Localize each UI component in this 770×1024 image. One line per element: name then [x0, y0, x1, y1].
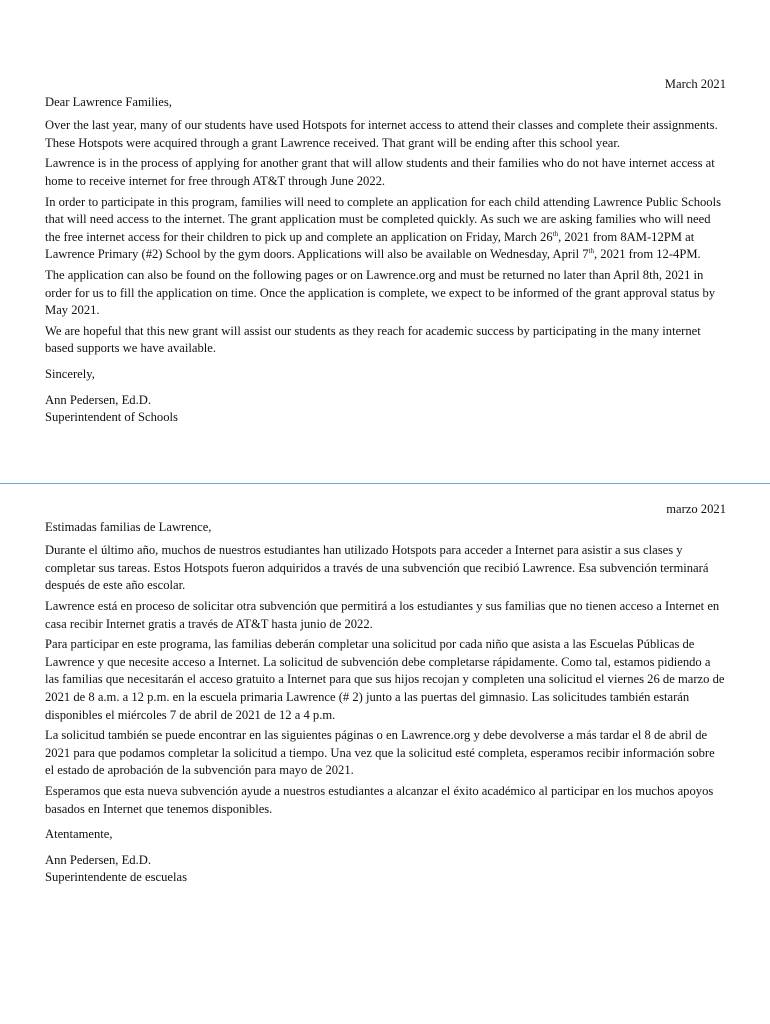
paragraph-new-grant: Lawrence está en proceso de solicitar otra subvención que permitirá a los estudiantes y sus familias que no tienen acceso a Internet en casa recibir Internet gratis a través de AT&T hasta junio de 2022. [45, 598, 720, 631]
salutation: Dear Lawrence Families, [45, 94, 172, 109]
closing: Atentamente, [45, 827, 113, 842]
signer-name: Ann Pedersen, Ed.D. [45, 392, 151, 407]
paragraph-closing-hope: We are hopeful that this new grant will assist our students as they reach for academic success by participating in the many internet based supports we have available. [45, 323, 701, 356]
paragraph-closing-hope: Esperamos que esta nueva subvención ayude a nuestros estudiantes a alcanzar el éxito académico al participar en los muchos apoyos basados en Internet que tenemos disponibles. [45, 783, 714, 816]
pickup-text-part1: In order to participate in this program, families will need to complete an application for each child attending Lawrence Public Schools that will need access to the internet. The grant application must be completed quickly. As such we are asking families who will need the free internet access for their children to pick up and complete an application on Friday, March 26 [45, 194, 721, 244]
pickup-text-part2: , 2021 from 8AM-12PM at Lawrence Primary (#2) School by the gym doors. Applications will also be available on Wednesday, April 7 [45, 229, 695, 262]
english-letter [45, 76, 726, 427]
spanish-letter [45, 501, 726, 887]
signer-name: Ann Pedersen, Ed.D. [45, 852, 151, 867]
letter-date: March 2021 [664, 77, 726, 91]
paragraph-application-pickup: Para participar en este programa, las familias deberán completar una solicitud por cada niño que asista a las Escuelas Públicas de Lawrence y que necesite acceso a Internet. La solicitud de subvención debe completarse rápidamente. Como tal, estamos pidiendo a las familias que necesitarán el acceso gratuito a Internet para que sus hijos recojan y completen una solicitud el viernes 26 de marzo de 2021 de 8 a.m. a 12 p.m. en la escuela primaria Lawrence (# 2) junto a las puertas del gimnasio. Las solicitudes también estarán disponibles el miércoles 7 de abril de 2021 de 12 a 4 p.m. [45, 637, 725, 722]
salutation: Estimadas familias de Lawrence, [45, 519, 212, 534]
paragraph-online-application: La solicitud también se puede encontrar en las siguientes páginas o en Lawrence.org y debe devolverse a más tardar el 8 de abril de 2021 para que podamos completar la solicitud a tiempo. Una vez que la solicitud esté completa, esperamos recibir información sobre el estado de aprobación de la subvención para mayo de 2021. [45, 728, 715, 778]
closing: Sincerely, [45, 366, 95, 381]
section-divider [0, 483, 770, 484]
ordinal-suffix: th [588, 247, 594, 256]
signer-title: Superintendente de escuelas [45, 870, 187, 885]
paragraph-new-grant: Lawrence is in the process of applying for another grant that will allow students and their families who do not have internet access at home to receive internet for free through AT&T through June 2022. [45, 156, 715, 188]
signer-title: Superintendent of Schools [45, 410, 178, 425]
paragraph-hotspots: Durante el último año, muchos de nuestros estudiantes han utilizado Hotspots para acceder a Internet para asistir a sus clases y completar sus tareas. Estos Hotspots fueron adquiridos a través de una subvención que recibió Lawrence. Esa subvención terminará después de este año escolar. [45, 543, 709, 593]
pickup-text-part3: , 2021 from 12-4PM. [594, 247, 701, 262]
ordinal-suffix: th [552, 229, 559, 238]
paragraph-hotspots: Over the last year, many of our students have used Hotspots for internet access to attend their classes and complete their assignments. These Hotspots were acquired through a grant Lawrence received. That grant will be ending after this school year. [45, 118, 718, 150]
paragraph-online-application: The application can also be found on the following pages or on Lawrence.org and must be returned no later than April 8th, 2021 in order for us to fill the application on time. Once the application is complete, we expect to be informed of the grant approval status by May 2021. [45, 267, 716, 318]
paragraph-application-pickup [45, 194, 726, 264]
letter-date: marzo 2021 [666, 502, 726, 516]
